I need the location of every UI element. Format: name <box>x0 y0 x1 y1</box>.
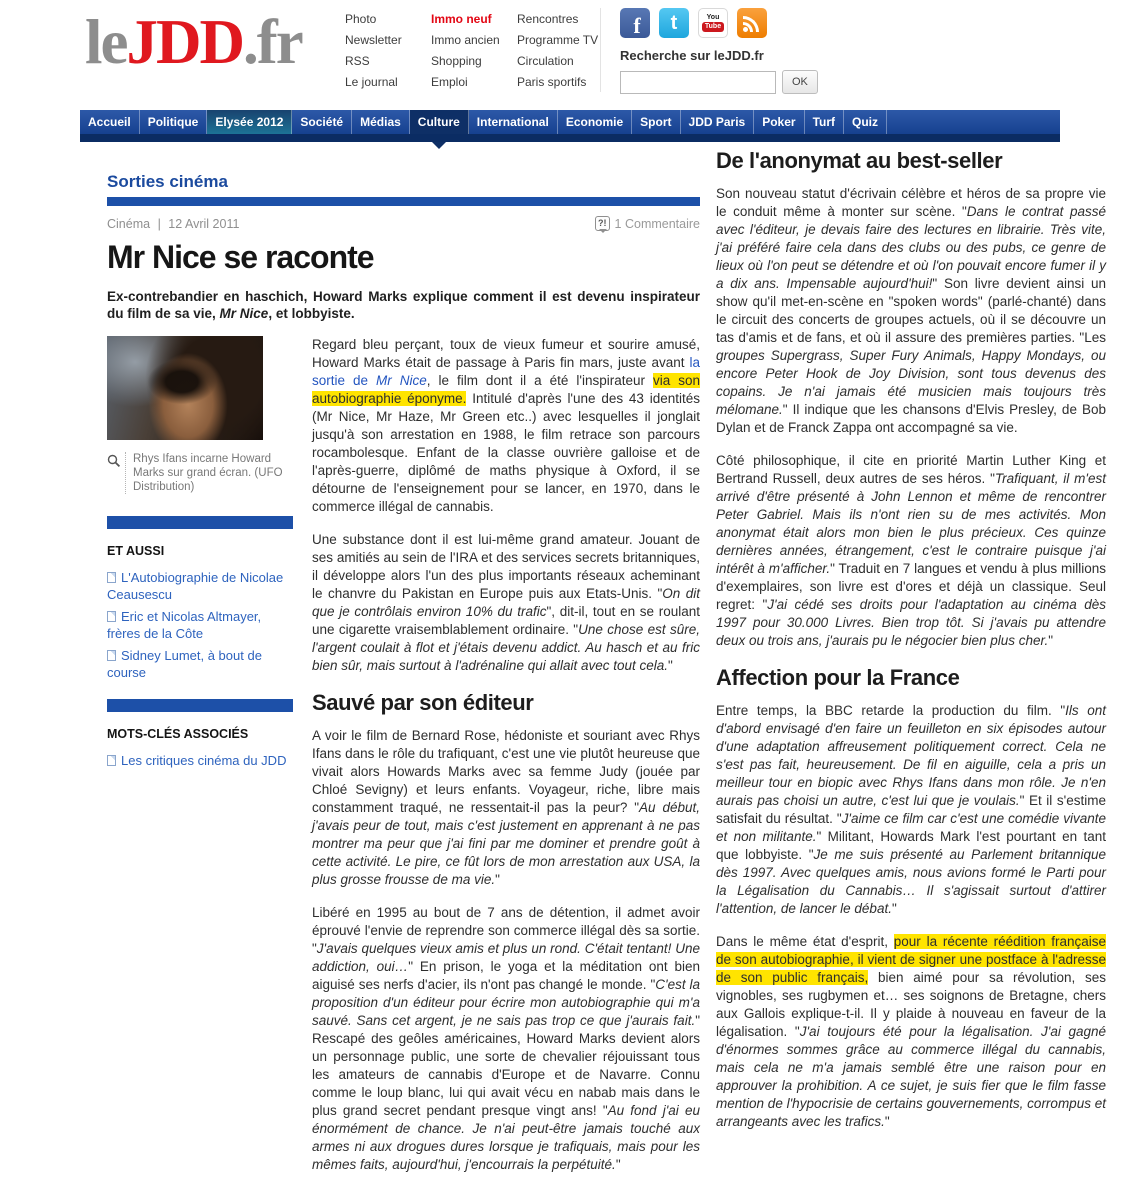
text: Regard bleu perçant, toux de vieux fumeur et sourire amusé, Howard Marks était de passage à Paris fin mars, juste avant <box>312 337 700 370</box>
facebook-icon[interactable] <box>620 8 650 38</box>
comments-link[interactable] <box>595 216 700 231</box>
article-meta <box>107 216 700 231</box>
quote-text: On dit que je contrôlais environ 10% du trafic <box>312 586 700 619</box>
menu-item-le-journal[interactable]: Le journal <box>345 75 398 89</box>
nav-strip <box>80 134 1060 142</box>
article-sidebar <box>107 336 293 1189</box>
text: " Rescapé des geôles américaines, Howard Marks devient alors un personnage public, une sorte de chevalier réjouissant tous les amateurs de cannabis d'Europe et de Navarre. Connu comme le loup blanc, lui qui avait vécu en nabab mais dans le plus grand secret pendant presque vingt ans! " <box>312 1013 700 1118</box>
tab-economie[interactable]: Economie <box>558 110 632 134</box>
menu-item-newsletter[interactable]: Newsletter <box>345 33 402 47</box>
rss-icon[interactable] <box>737 8 767 38</box>
magnifier-icon[interactable] <box>107 452 125 494</box>
menu-item-circulation[interactable]: Circulation <box>517 54 574 68</box>
article-paragraph <box>716 933 1106 1131</box>
youtube-tube-text: Tube <box>702 22 724 32</box>
text: Entre temps, la BBC retarde la production du film. " <box>716 703 1066 718</box>
section-heading: Sauvé par son éditeur <box>312 690 534 715</box>
text: Son nouveau statut d'écrivain célèbre et héros de sa propre vie le conduit même à monter sur scène. " <box>716 186 1106 219</box>
text: Intitulé d'après l'une des 43 identités (Mr Nice, Mr Haze, Mr Green etc..) avec lesquelles il jonglait jusqu'à son arrestation en 1988, le film retrace son parcours rocambolesque. Enfant de la classe ouvrière galloise et de l'après-guerre, diplômé de maths physique à Oxford, il se détourne de l'enseignement pour se lancer, en 1970, dans le commerce illégal de cannabis. <box>312 391 700 514</box>
menu-column <box>517 12 603 96</box>
main-nav <box>80 110 1060 142</box>
youtube-icon[interactable] <box>698 8 728 38</box>
text: Libéré en 1995 au bout de 7 ans de détention, il admet avoir éprouvé l'envie de reprendre son commerce illégal dès sa sortie. " <box>312 905 700 956</box>
menu-item-emploi[interactable]: Emploi <box>431 75 468 89</box>
mots-cles-links <box>107 752 293 769</box>
quote-text: J'ai toujours été pour la légalisation. J'ai gagné d'énormes sommes grâce au commerce illégal du cannabis, mais cela ne m'a jamais semblé être une raison pour en approuver la prohibition. A ce sujet, je suis fier que le film fasse mention de l'hypocrisie de certains gouvernements, corrompus et arrangeants avec les trafics. <box>716 1024 1106 1129</box>
section-heading: De l'anonymat au best-seller <box>716 148 1003 173</box>
tab-culture[interactable]: Culture <box>410 110 469 134</box>
highlighted-text: via son autobiographie éponyme. <box>312 373 701 406</box>
menu-column <box>431 12 517 96</box>
menu-item-photo[interactable]: Photo <box>345 12 377 26</box>
text: bien aimé pour sa révolution, ses vignobles, ses rugbymen et… ses soignons de Bretagne, chers aux Gallois explique-t-il. Il y plaide à nouveau en faveur de la légalisation. " <box>716 970 1106 1039</box>
tab-poker[interactable]: Poker <box>754 110 804 134</box>
main-column <box>107 148 700 1189</box>
facebook-glyph: f <box>633 13 641 38</box>
rss-wave <box>743 16 759 32</box>
tab-accueil[interactable]: Accueil <box>80 110 140 134</box>
text: " Et il s'estime satisfait du résultat. " <box>716 793 1106 826</box>
article-paragraph <box>312 336 700 516</box>
text: Côté philosophique, il cite en priorité Martin Luther King et Bertrand Russell, deux autres de ses héros. " <box>716 453 1106 486</box>
sidebar-divider-bar <box>107 516 293 529</box>
mots-cles-title: MOTS-CLÉS ASSOCIÉS <box>107 727 249 741</box>
quote-text: J'aime ce film car c'est une comédie vivante et non militante. <box>716 811 1106 844</box>
menu-item-paris-sportifs[interactable]: Paris sportifs <box>517 75 587 89</box>
document-icon <box>107 755 116 766</box>
section-bar <box>107 197 700 206</box>
tab-turf[interactable]: Turf <box>805 110 844 134</box>
logo-fr: .fr <box>242 7 302 77</box>
section-link-sorties-cinema[interactable]: Sorties cinéma <box>107 172 228 191</box>
inline-link[interactable]: la sortie de <box>312 355 700 388</box>
article-standfirst <box>107 288 700 322</box>
tab-international[interactable]: International <box>469 110 558 134</box>
comment-bubble-icon: ?! <box>595 216 610 231</box>
social-icons <box>620 8 880 38</box>
article-paragraph <box>716 452 1106 650</box>
article-body-right <box>716 148 1106 1189</box>
text: ", dit-il, tout en se roulant une cigarette vraisemblablement ordinaire. " <box>312 604 700 637</box>
header-right <box>620 8 880 94</box>
search-label: Recherche sur leJDD.fr <box>620 48 764 63</box>
text: " <box>1048 633 1054 648</box>
section-heading: Affection pour la France <box>716 665 960 690</box>
tab-elysée-2012[interactable]: Elysée 2012 <box>207 110 292 134</box>
quote-text: J'ai cédé ses droits pour l'adaptation au cinéma dès 1997 pour 30.000 Livres. Bien trop tôt. Si j'avais pu attendre deux ou trois ans, j'aurais pu le négocier bien plus cher. <box>716 597 1106 648</box>
article-photo[interactable] <box>107 336 263 440</box>
text: , le film dont il a été l'inspirateur <box>426 373 653 388</box>
search-ok-button[interactable]: OK <box>782 70 818 94</box>
inline-link[interactable]: Mr Nice <box>376 373 427 388</box>
quote-text: Ils ont d'abord envisagé d'en faire un feuilleton en six épisodes autour d'une adaptation affreusement politiquement correct. Cela ne s'est pas fait, heureusement. De fil en aiguille, cela a pris un meilleur tour en biopic avec Rhys Ifans dans mon rôle. Je n'en aurais pas choisi un autre, c'est lui que je voulais. <box>716 703 1106 808</box>
text: A voir le film de Bernard Rose, hédoniste et souriant avec Rhys Ifans dans le rôle du trafiquant, c'est une vie plutôt heureuse que vivait alors Howards Marks avec sa femme Judy (jouée par Chloé Sevigny) et leurs enfants. Voyageur, riche, libre mais constamment traqué, ne ressentait-il pas la peur? " <box>312 728 700 815</box>
nav-tabs <box>80 110 1060 134</box>
tab-sport[interactable]: Sport <box>632 110 680 134</box>
quote-text: groupes Supergrass, Super Fury Animals, Happy Mondays, ou encore Peter Hook de Joy Division, sont tous devenus des copains. Je n'ai jamais été musicien mais toujours très mélomane. <box>716 348 1106 417</box>
site-header <box>0 0 1140 108</box>
quote-text: Au début, j'avais peur de tout, mais c'est justement en apprenant à ne pas montrer ma peur que j'ai fini par me dominer et prendre goût à cette activité. Le pire, ce fût lors de mon arrestation aux USA, la plus grosse frousse de ma vie. <box>312 800 700 887</box>
comments-count: 1 Commentaire <box>614 216 700 231</box>
site-logo[interactable] <box>85 6 302 79</box>
article-category: Cinéma <box>107 216 151 231</box>
menu-column <box>345 12 431 96</box>
photo-caption: Rhys Ifans incarne Howard Marks sur grand écran. (UFO Distribution) <box>125 452 293 494</box>
highlighted-text: pour la récente réédition française de son autobiographie, il vient de signer une postface à l'adresse de son public français, <box>716 934 1107 985</box>
quote-text: Dans le contrat passé avec l'éditeur, je devais faire des lectures en librairie. Très vite, j'ai préféré faire cela dans des clubs ou des pubs, ce genre de lieux où l'on peut se détendre et où l'on pouvait encore fumer il y a dix ans. Impensable aujourd'hui! <box>716 204 1106 291</box>
quote-text: J'avais quelques vieux amis et plus un rond. C'était tentant! Une addiction, oui… <box>312 941 700 974</box>
text: , et lobbyiste. <box>268 306 355 321</box>
twitter-icon[interactable]: t <box>659 8 689 38</box>
text: " <box>884 1114 890 1129</box>
search-row <box>620 70 880 94</box>
quote-text: Je me suis présenté au Parlement britannique dès 1997. Avec quelques amis, nous avions formé le Parti pour la Légalisation du Cannabis… Il s'agissait surtout d'attirer l'attention, de lancer le débat. <box>716 847 1107 916</box>
article-body-left <box>312 336 700 1189</box>
document-icon <box>107 611 116 622</box>
header-divider <box>600 8 601 92</box>
related-link[interactable]: L'Autobiographie de Nicolae Ceausescu <box>107 570 284 602</box>
menu-item-shopping[interactable]: Shopping <box>431 54 482 68</box>
quote-text: Trafiquant, il m'est arrivé d'être présenté à John Lennon et même de rencontrer Peter Gabriel. Mais ils n'ont rien su de mes activités. Mon anonymat était alors mon bien le plus précieux. Ces quinze dernières années, étrangement, c'est le contraire puisque j'ai intérêt à m'afficher. <box>716 471 1106 576</box>
menu-item-rss[interactable]: RSS <box>345 54 370 68</box>
text: " Son livre devient ainsi un show qu'il met-en-scène en "spoken words" (parlé-chanté) dans le circuit des concerts de groupes actuels, où il se découvre un tas d'amis et de fans, et où il assure des premières parties. "Les <box>716 276 1106 345</box>
article-paragraph <box>312 727 700 889</box>
quote-text: C'est la proposition d'un éditeur pour écrire mon autobiographie qui m'a sauvé. Sans cet argent, je ne sais pas trop ce que j'aurais fait. <box>312 977 701 1028</box>
text: " <box>891 901 897 916</box>
article-paragraph <box>312 904 700 1174</box>
sidebar-divider-bar <box>107 699 293 712</box>
tab-société[interactable]: Société <box>292 110 352 134</box>
tab-politique[interactable]: Politique <box>140 110 208 134</box>
text: " <box>615 1157 621 1172</box>
search-input[interactable] <box>620 71 776 94</box>
content-area <box>107 148 1107 1189</box>
article-date: 12 Avril 2011 <box>168 216 240 231</box>
menu-item-immo-neuf[interactable]: Immo neuf <box>431 12 492 26</box>
et-aussi-links <box>107 569 293 681</box>
meta-separator: | <box>157 216 161 231</box>
menu-item-rencontres[interactable]: Rencontres <box>517 12 579 26</box>
article-paragraph <box>312 531 700 675</box>
et-aussi-title: ET AUSSI <box>107 544 165 558</box>
text: " Traduit en 7 langues et vendu à plus millions d'exemplaires, son livre est d'ores et déjà un classique. Seul regret: " <box>716 561 1106 612</box>
text: Une substance dont il est lui-même grand amateur. Jouant de ses amitiés au sein de l'IRA et des services secrets britanniques, il développe alors l'un des plus importants réseaux acheminant le chanvre du Pakistan en Europe puis aux Etats-Unis. " <box>312 532 700 601</box>
text: Dans le même état d'esprit, <box>716 934 894 949</box>
logo-jdd: JDD <box>126 7 243 77</box>
related-link[interactable]: Sidney Lumet, à bout de course <box>107 648 262 680</box>
youtube-you-text: You <box>706 14 720 21</box>
menu-item-immo-ancien[interactable]: Immo ancien <box>431 33 500 47</box>
text: " En prison, le yoga et la méditation ont bien aiguisé ses nerfs d'acier, ils n'ont pas changé le monde. " <box>312 959 700 992</box>
article-paragraph <box>716 185 1106 437</box>
quote-text: Au fond j'ai eu énormément de chance. Je n'ai peut-être jamais touché aux armes ni aux drogues dures lorsque je trafiquais, mais pour les mêmes faits, aujourd'hui, j'encourrais la perpétuité. <box>312 1103 700 1172</box>
tab-médias[interactable]: Médias <box>352 110 410 134</box>
related-link[interactable]: Eric et Nicolas Altmayer, frères de la Côte <box>107 609 262 641</box>
document-icon <box>107 650 116 661</box>
article-columns <box>107 336 700 1189</box>
header-menu <box>345 12 603 96</box>
article-title: Mr Nice se raconte <box>107 239 374 275</box>
menu-item-programme-tv[interactable]: Programme TV <box>517 33 599 47</box>
article-meta-left <box>107 217 243 231</box>
related-link[interactable]: Les critiques cinéma du JDD <box>107 752 293 769</box>
article-paragraph <box>716 702 1106 918</box>
text: " Il indique que les chansons d'Elvis Presley, de Bob Dylan et de Franck Zappa ont accompagné sa vie. <box>716 402 1106 435</box>
text: Ex-contrebandier en haschich, Howard Marks explique comment il est devenu inspirateur du film de sa vie, <box>107 289 700 321</box>
text: " <box>495 872 500 887</box>
photo-caption-row <box>107 452 293 494</box>
quote-text: Mr Nice <box>219 306 269 321</box>
text: " <box>668 658 673 673</box>
tab-jdd-paris[interactable]: JDD Paris <box>681 110 755 134</box>
text: " Militant, Howards Mark l'est pourtant en tant que lobbyiste. " <box>716 829 1106 862</box>
document-icon <box>107 572 116 583</box>
tab-quiz[interactable]: Quiz <box>844 110 887 134</box>
quote-text: Une chose est sûre, l'argent coulait à flot et j'étais devenu addict. Au hasch et au fric bien sûr, mais surtout à l'adrénaline qui allait avec tout cela. <box>312 622 700 673</box>
logo-le: le <box>85 7 127 77</box>
